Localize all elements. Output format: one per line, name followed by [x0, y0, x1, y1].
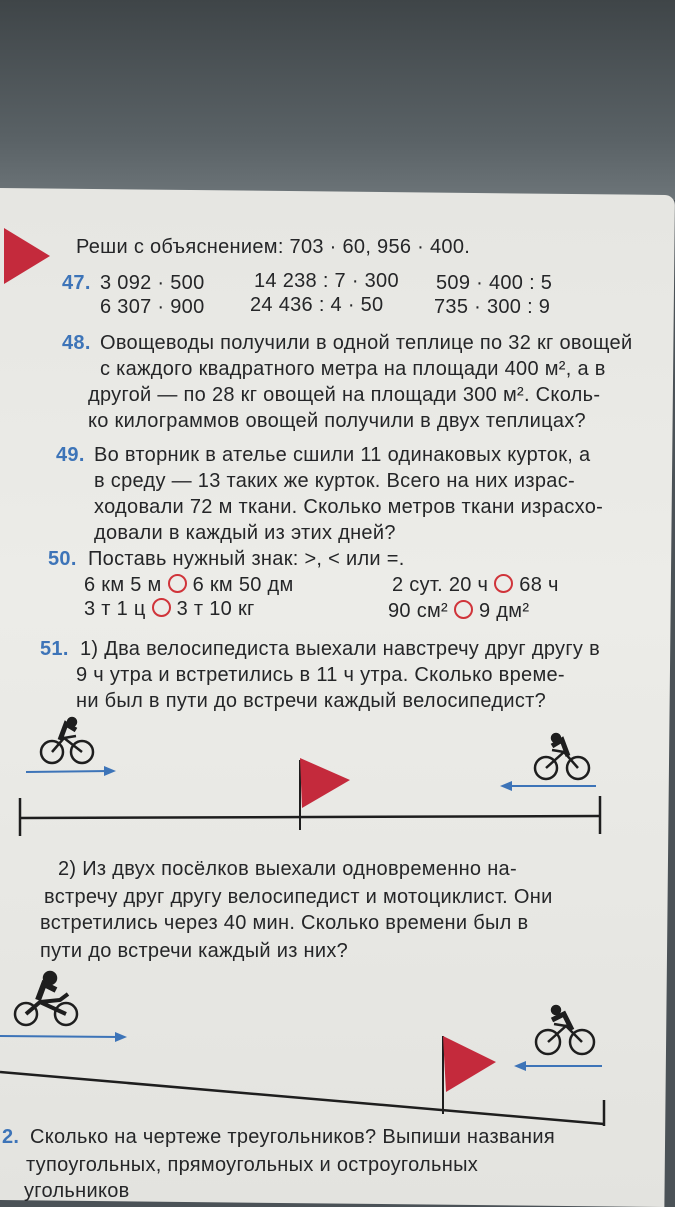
p50-title: Поставь нужный знак: >, < или =. — [88, 548, 405, 570]
problem-number-49: 49. — [56, 444, 85, 466]
cyclist-left-icon — [41, 718, 93, 763]
problem-number-48: 48. — [62, 332, 91, 354]
p50-row1-right: 2 сут. 20 ч 68 ч — [392, 574, 559, 596]
p47-col3-row1: 509 · 400 : 5 — [436, 272, 553, 294]
arrow-right-head — [115, 1032, 127, 1042]
road-line — [0, 1072, 604, 1124]
p51-part2-line-4: пути до встречи каждый из них? — [40, 940, 349, 962]
p49-line-3: ходовали 72 м ткани. Сколько метров ткани израсхо- — [94, 496, 604, 518]
p48-line-1: Овощеводы получили в одной теплице по 32 кг овощей — [100, 332, 633, 354]
p51-part2-line-2: встречу друг другу велосипедист и мотоциклист. Они — [44, 886, 553, 908]
p51-part2-line-1: 2) Из двух посёлков выехали одновременно на- — [58, 858, 517, 880]
arrow-left-head — [514, 1061, 526, 1071]
p49-line-4: довали в каждый из этих дней? — [94, 522, 396, 544]
p48-line-3: другой — по 28 кг овощей на площади 300 м². Сколь- — [88, 384, 601, 406]
p50-row1-left: 6 км 5 м 6 км 50 дм — [84, 574, 294, 596]
diagram-cyclist-motorcyclist — [0, 972, 604, 1126]
cyclist-right-icon — [535, 734, 589, 779]
p50-row2-right: 90 см² 9 дм² — [388, 600, 530, 622]
p47-col1-row1: 3 092 · 500 — [100, 272, 205, 294]
problem-number-47: 47. — [62, 272, 91, 294]
p49-line-1: Во вторник в ателье сшили 11 одинаковых курток, а — [94, 444, 591, 466]
p47-col2-row2: 24 436 : 4 · 50 — [250, 294, 384, 316]
p50-row2-left: 3 т 1 ц 3 т 10 кг — [84, 598, 255, 620]
p52-line-3: угольников — [24, 1180, 130, 1202]
p49-line-2: в среду — 13 таких же курток. Всего на них израс- — [94, 470, 575, 492]
motorcyclist-icon — [15, 972, 77, 1025]
arrow-right — [26, 771, 110, 772]
problem-number-52: 2. — [2, 1126, 20, 1148]
p51-part1-line-2: 9 ч утра и встретились в 11 ч утра. Сколько време- — [76, 664, 565, 686]
arrow-right — [0, 1036, 120, 1037]
p48-line-4: ко килограммов овощей получили в двух теплицах? — [88, 410, 586, 432]
problem-number-51: 51. — [40, 638, 69, 660]
problem-number-50: 50. — [48, 548, 77, 570]
p47-col3-row2: 735 · 300 : 9 — [434, 296, 551, 318]
diagram-cyclists — [20, 718, 600, 836]
meeting-flag-icon — [443, 1036, 496, 1092]
intro-text: Реши с объяснением: 703 · 60, 956 · 400. — [76, 236, 471, 258]
road-line — [20, 816, 600, 818]
p51-part1-line-1: 1) Два велосипедиста выехали навстречу друг другу в — [80, 638, 601, 660]
p48-line-2: с каждого квадратного метра на площади 400 м², а в — [100, 358, 606, 380]
p52-line-1: Сколько на чертеже треугольников? Выпиши названия — [30, 1126, 555, 1148]
p47-col2-row1: 14 238 : 7 · 300 — [254, 270, 399, 292]
arrow-right-head — [104, 766, 116, 776]
p51-part2-line-3: встретились через 40 мин. Сколько времени был в — [40, 912, 529, 934]
p52-line-2: тупоугольных, прямоугольных и остроугольных — [26, 1154, 479, 1176]
p47-col1-row2: 6 307 · 900 — [100, 296, 205, 318]
p51-part1-line-3: ни был в пути до встречи каждый велосипедист? — [76, 690, 547, 712]
cyclist-icon — [536, 1006, 594, 1054]
arrow-left-head — [500, 781, 512, 791]
meeting-flag-icon — [300, 758, 350, 808]
